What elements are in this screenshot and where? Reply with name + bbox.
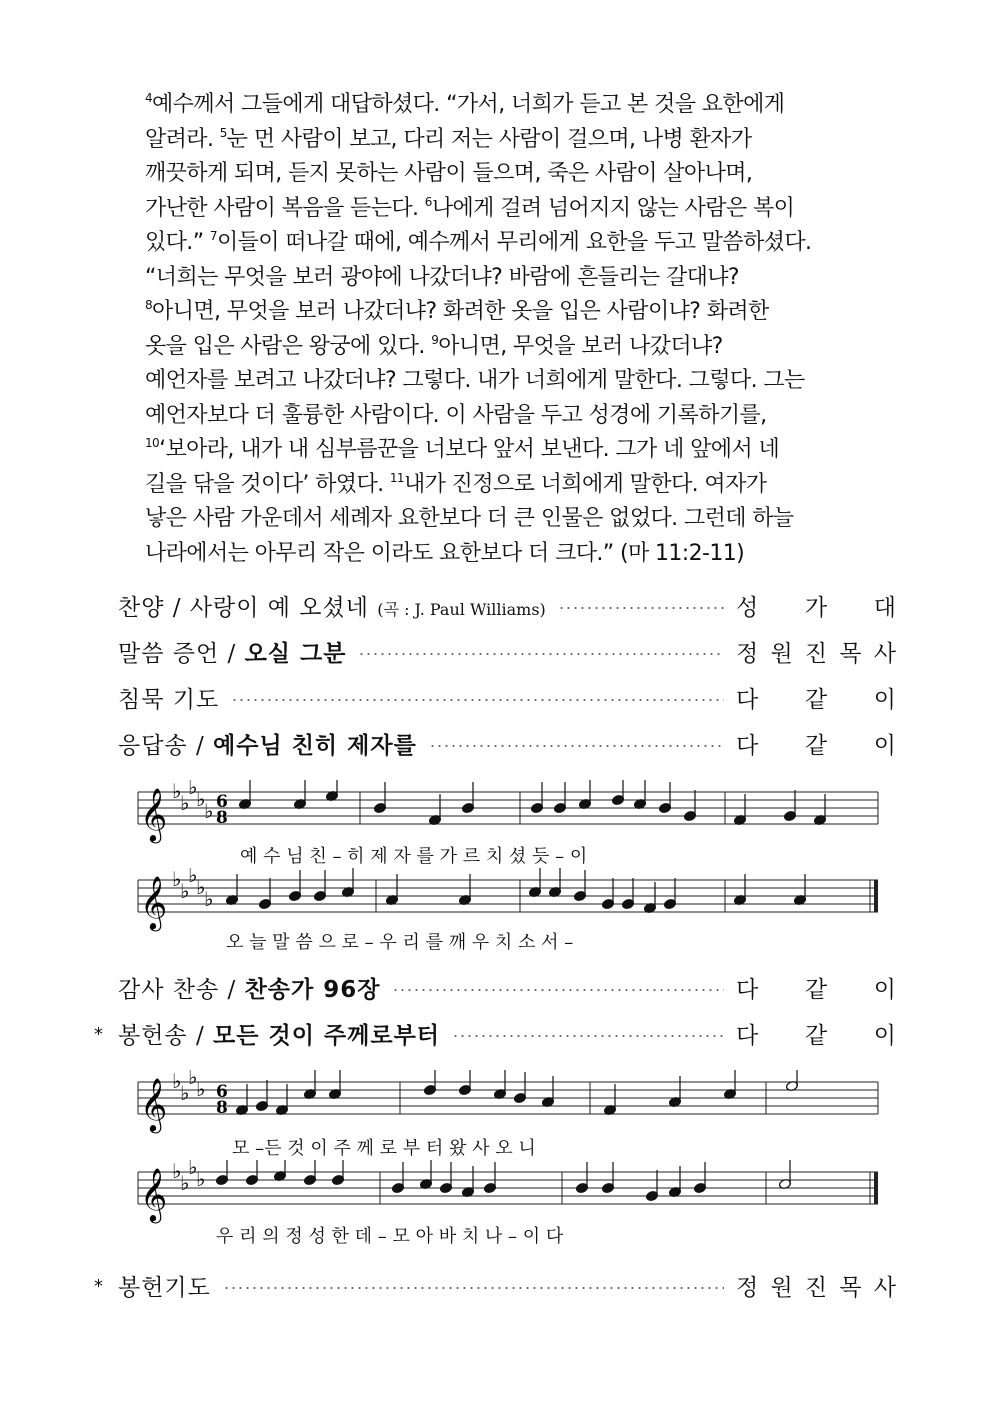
final-barline	[874, 880, 878, 912]
performer-char: 원	[770, 640, 793, 667]
performer-char: 이	[873, 976, 896, 1003]
scripture-line	[145, 433, 875, 468]
flat-icon: ♭	[204, 887, 214, 911]
order-sermon: 말씀 증언 / 오실 그분 정 원 진 목 사	[118, 634, 896, 668]
performer-char: 가	[804, 594, 828, 621]
verse-text: 나라에서는 아무리 작은 이라도 요한보다 더 크다.” (마 11:2-11)	[145, 540, 745, 566]
order-offering-prayer: 봉헌기도 정 원 진 목 사	[118, 1268, 896, 1302]
performer-char: 대	[873, 594, 896, 621]
sermon-speaker	[736, 635, 896, 668]
verse-text: 아니면, 무엇을 보러 나갔더냐? 화려한 옷을 입은 사람이냐? 화려한	[152, 299, 769, 324]
time-signature-top: 6	[216, 1082, 228, 1102]
final-barline	[874, 1172, 878, 1204]
scripture-line	[145, 88, 875, 123]
order-thanks-hymn: 감사 찬송 / 찬송가 96장 다 같 이	[118, 970, 896, 1004]
performer-char: 같	[804, 686, 828, 713]
performer-char: 사	[873, 640, 896, 667]
verse-text: 예언자보다 더 훌륭한 사람이다. 이 사람을 두고 성경에 기록하기를,	[145, 402, 767, 428]
performer-char: 같	[804, 1022, 828, 1049]
scripture-line	[145, 226, 875, 261]
flat-icon: ♭	[188, 868, 198, 887]
leader-dots	[452, 1034, 724, 1038]
verse-number: 5	[219, 125, 227, 140]
verse-text: 낳은 사람 가운데서 세례자 요한보다 더 큰 인물은 없었다. 그런데 하늘	[145, 506, 794, 531]
performer-char: 다	[736, 1022, 759, 1049]
treble-clef-icon: 𝄞	[140, 1077, 168, 1131]
performer-char: 다	[736, 686, 759, 713]
time-signature-bottom: 8	[216, 1098, 228, 1118]
scripture-passage	[145, 88, 875, 571]
flat-icon: ♭	[196, 1077, 206, 1101]
verse-text: 눈 먼 사람이 보고, 다리 저는 사람이 걸으며, 나병 환자가	[226, 126, 752, 152]
leader-dots	[392, 988, 724, 992]
scripture-line	[145, 295, 875, 330]
performer-char: 정	[736, 640, 759, 667]
verse-number: 7	[209, 229, 217, 243]
scripture-line	[145, 502, 875, 537]
verse-text: 예수께서 그들에게 대답하셨다. “가서, 너희가 듣고 본 것을 요한에게	[152, 92, 785, 117]
flat-icon: ♭	[180, 1081, 190, 1105]
scripture-line	[145, 123, 875, 158]
performer-char: 진	[804, 640, 828, 667]
standing-mark-icon: *	[94, 1024, 103, 1045]
performer-char: 이	[873, 686, 896, 713]
response-title: 예수님 친히 제자를	[213, 732, 417, 759]
response-staff-1	[130, 780, 890, 850]
performer-char: 이	[873, 732, 896, 759]
silent-prayer-who	[736, 681, 896, 714]
treble-clef-icon: 𝄞	[140, 787, 168, 841]
flat-icon: ♭	[180, 879, 190, 903]
leader-dots	[358, 652, 724, 656]
flat-icon: ♭	[188, 780, 198, 799]
flat-icon: ♭	[204, 799, 214, 823]
scripture-line	[145, 537, 875, 572]
performer-char: 다	[736, 732, 759, 759]
verse-text: 나에게 걸려 넘어지지 않는 사람은 복이	[431, 195, 795, 221]
scripture-line	[145, 192, 875, 227]
verse-text: 있다.”	[145, 230, 210, 255]
thanks-who	[736, 971, 896, 1004]
verse-text: 길을 닦을 것이다’ 하였다.	[145, 471, 390, 497]
leader-dots	[223, 1286, 724, 1290]
standing-mark-icon: *	[94, 1276, 103, 1297]
leader-dots	[429, 744, 724, 748]
flat-icon: ♭	[188, 1160, 198, 1179]
performer-char: 정	[736, 1274, 759, 1301]
performer-char: 이	[873, 1022, 896, 1049]
verse-text: 내가 진정으로 너희에게 말한다. 여자가	[403, 471, 767, 497]
response-who	[736, 727, 896, 760]
sermon-title: 오실 그분	[244, 640, 347, 667]
performer-char: 목	[839, 640, 862, 667]
offering-lyrics-2: 우 리 의 정 성 한 데 – 모 아 바 치 나 – 이 다	[216, 1226, 564, 1247]
flat-icon: ♭	[172, 780, 182, 803]
order-anthem: 찬양 / 사랑이 예 오셨네 (곡 : J. Paul Williams) 성 가 대	[118, 588, 896, 622]
scripture-line	[145, 261, 875, 296]
flat-icon: ♭	[196, 787, 206, 811]
treble-clef-icon: 𝄞	[140, 1167, 168, 1221]
performer-char: 같	[804, 732, 828, 759]
flat-icon: ♭	[172, 1070, 182, 1093]
flat-icon: ♭	[180, 791, 190, 815]
verse-number: 10	[145, 436, 160, 450]
time-signature-bottom: 8	[216, 808, 228, 828]
flat-icon: ♭	[180, 1171, 190, 1195]
offering-who	[736, 1017, 896, 1050]
thanks-hymn-title: 찬송가 96장	[244, 976, 381, 1003]
order-silent-prayer: 침묵 기도 다 같 이	[118, 680, 896, 714]
performer-char: 같	[804, 976, 828, 1003]
verse-text: 이들이 떠나갈 때에, 예수께서 무리에게 요한을 두고 말씀하셨다.	[216, 230, 812, 255]
leader-dots	[558, 606, 724, 610]
offering-staff-2	[130, 1160, 890, 1230]
verse-text: 옷을 입은 사람은 왕궁에 있다.	[145, 333, 432, 359]
verse-text: 알려라.	[145, 126, 220, 152]
verse-text: 예언자를 보려고 나갔더냐? 그렇다. 내가 너희에게 말한다. 그렇다. 그는	[145, 368, 805, 393]
response-lyrics-2: 오 늘 말 씀 으 로 – 우 리 를 깨 우 치 소 서 –	[226, 932, 574, 953]
performer-char: 원	[770, 1274, 793, 1301]
flat-icon: ♭	[196, 875, 206, 899]
performer-char: 목	[839, 1274, 862, 1301]
flat-icon: ♭	[196, 1167, 206, 1191]
verse-text: 깨끗하게 되며, 듣지 못하는 사람이 들으며, 죽은 사람이 살아나며,	[145, 161, 753, 186]
performer-char: 진	[804, 1274, 828, 1301]
offering-staff-1	[130, 1070, 890, 1140]
flat-icon: ♭	[172, 1160, 182, 1183]
leader-dots	[231, 698, 724, 702]
verse-text: “너희는 무엇을 보러 광야에 나갔더냐? 바람에 흔들리는 갈대냐?	[145, 264, 740, 290]
verse-text: 가난한 사람이 복음을 듣는다.	[145, 195, 425, 221]
performer-char: 다	[736, 976, 759, 1003]
scripture-line	[145, 157, 875, 192]
order-offering-song: 봉헌송 / 모든 것이 주께로부터 다 같 이	[118, 1016, 896, 1050]
flat-icon: ♭	[188, 1070, 198, 1089]
order-response: 응답송 / 예수님 친히 제자를 다 같 이	[118, 726, 896, 760]
verse-number: 8	[145, 298, 153, 312]
performer-char: 사	[873, 1274, 896, 1301]
verse-number: 6	[424, 194, 432, 209]
verse-text: 아니면, 무엇을 보러 나갔더냐?	[438, 333, 723, 359]
treble-clef-icon: 𝄞	[140, 875, 168, 929]
performer-char: 성	[736, 594, 759, 621]
offering-song-title: 모든 것이 주께로부터	[213, 1022, 441, 1049]
scripture-line	[145, 399, 875, 434]
offering-lyrics-1: 모 –든 것 이 주 께 로 부 터 왔 사 오 니	[232, 1138, 536, 1159]
offering-prayer-who	[736, 1269, 896, 1302]
verse-number: 9	[431, 332, 439, 347]
verse-text: ‘보아라, 내가 내 심부름꾼을 너보다 앞서 보낸다. 그가 네 앞에서 네	[159, 437, 780, 462]
scripture-line	[145, 330, 875, 365]
verse-number: 11	[389, 470, 404, 485]
time-signature-top: 6	[216, 792, 228, 812]
anthem-performer	[736, 589, 896, 622]
flat-icon: ♭	[172, 868, 182, 891]
response-lyrics-1: 예 수 님 친 – 히 제 자 를 가 르 치 셨 듯 – 이	[240, 846, 588, 867]
scripture-line	[145, 468, 875, 503]
scripture-line	[145, 364, 875, 399]
verse-number: 4	[145, 91, 153, 105]
